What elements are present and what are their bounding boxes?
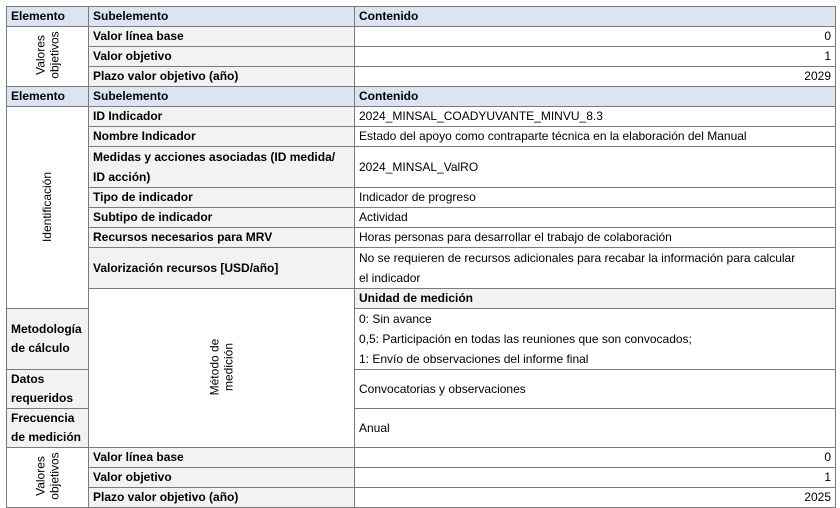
- header-subelemento: Subelemento: [89, 7, 355, 27]
- indicator-table: [6, 6, 836, 508]
- table-header-row: [7, 87, 836, 107]
- value-valor-linea-base: 0: [355, 27, 836, 47]
- sub-recursos-mrv: Recursos necesarios para MRV: [89, 228, 355, 248]
- header-contenido: Contenido: [355, 87, 836, 107]
- sub-plazo-valor-objetivo: Plazo valor objetivo (año): [89, 67, 355, 87]
- sub-valor-linea-base: Valor línea base: [89, 27, 355, 47]
- sub-datos-requeridos: Datos requeridos: [7, 370, 89, 409]
- value-valorizacion-recursos: No se requieren de recursos adicionales para recabar la información para calcular el indicador: [355, 248, 836, 289]
- table-row: [7, 188, 836, 208]
- value-id-indicador: 2024_MINSAL_COADYUVANTE_MINVU_8.3: [355, 107, 836, 127]
- table-row: [7, 468, 836, 488]
- table-row: [7, 47, 836, 67]
- table-row: [7, 448, 836, 468]
- value-valor-linea-base: 0: [355, 448, 836, 468]
- sub-tipo-indicador: Tipo de indicador: [89, 188, 355, 208]
- value-tipo-indicador: Indicador de progreso: [355, 188, 836, 208]
- sub-id-indicador: ID Indicador: [89, 107, 355, 127]
- table-row: [7, 228, 836, 248]
- sub-subtipo-indicador: Subtipo de indicador: [89, 208, 355, 228]
- sub-valorizacion-recursos: Valorización recursos [USD/año]: [89, 248, 355, 289]
- value-medidas-acciones: 2024_MINSAL_ValRO: [355, 147, 836, 188]
- table-row: [7, 27, 836, 47]
- value-frecuencia-medicion: Anual: [355, 409, 836, 448]
- header-elemento: Elemento: [7, 7, 89, 27]
- sub-unidad-medicion: Unidad de medición: [355, 289, 836, 309]
- sub-nombre-indicador: Nombre Indicador: [89, 127, 355, 147]
- sub-valor-objetivo: Valor objetivo: [89, 468, 355, 488]
- table-row: [7, 147, 836, 188]
- value-datos-requeridos: Convocatorias y observaciones: [355, 370, 836, 409]
- value-valor-objetivo: 1: [355, 47, 836, 67]
- value-valor-objetivo: 1: [355, 468, 836, 488]
- header-contenido: Contenido: [355, 7, 836, 27]
- value-metodologia-calculo: 0: Sin avance 0,5: Participación en todas las reuniones que son convocados; 1: Envío de observaciones del informe final: [355, 309, 836, 370]
- table-row: [7, 67, 836, 87]
- value-plazo-valor-objetivo: 2025: [355, 488, 836, 508]
- header-subelemento: Subelemento: [89, 87, 355, 107]
- sub-valor-linea-base: Valor línea base: [89, 448, 355, 468]
- table-row: [7, 289, 836, 309]
- table-row: [7, 248, 836, 289]
- value-recursos-mrv: Horas personas para desarrollar el trabajo de colaboración: [355, 228, 836, 248]
- group-label-valores-objetivos: Valores objetivos: [7, 27, 89, 87]
- table-row: [7, 107, 836, 127]
- value-subtipo-indicador: Actividad: [355, 208, 836, 228]
- table-row: [7, 488, 836, 508]
- group-label-metodo-medicion: Método de medición: [89, 289, 355, 448]
- table-row: [7, 208, 836, 228]
- sub-valor-objetivo: Valor objetivo: [89, 47, 355, 67]
- table-row: [7, 127, 836, 147]
- sub-plazo-valor-objetivo: Plazo valor objetivo (año): [89, 488, 355, 508]
- sub-metodologia-calculo: Metodología de cálculo: [7, 309, 89, 370]
- value-nombre-indicador: Estado del apoyo como contraparte técnica en la elaboración del Manual: [355, 127, 836, 147]
- sub-medidas-acciones: Medidas y acciones asociadas (ID medida/ ID acción): [89, 147, 355, 188]
- sub-frecuencia-medicion: Frecuencia de medición: [7, 409, 89, 448]
- group-label-identificacion: Identificación: [7, 107, 89, 309]
- value-plazo-valor-objetivo: 2029: [355, 67, 836, 87]
- table-header-row: [7, 7, 836, 27]
- header-elemento: Elemento: [7, 87, 89, 107]
- group-label-valores-objetivos-bottom: Valores objetivos: [7, 448, 89, 508]
